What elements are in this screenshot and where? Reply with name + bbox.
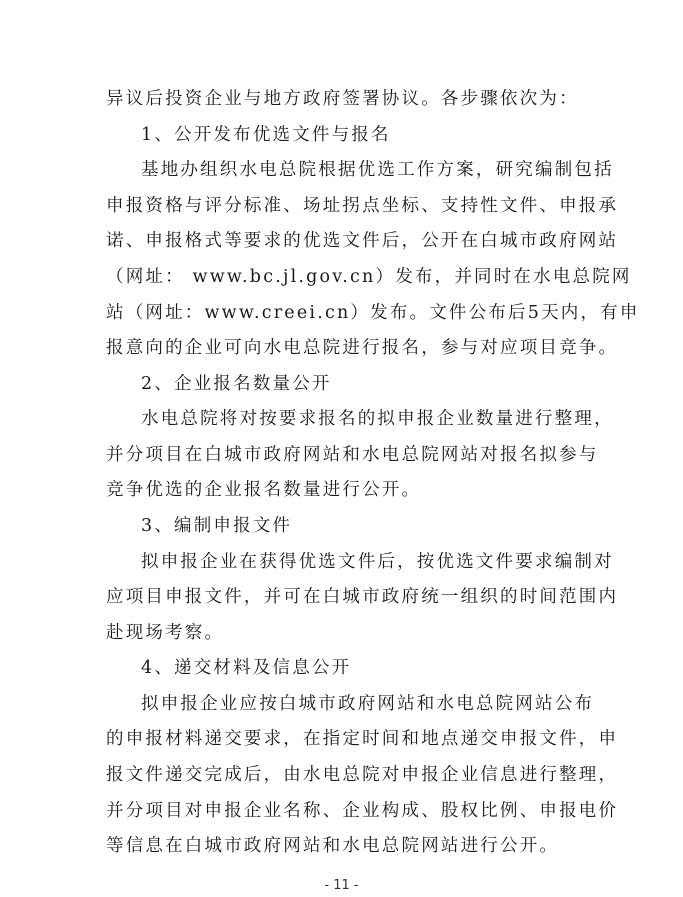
paragraph-line: 基地办组织水电总院根据优选工作方案，研究编制包括 — [141, 160, 614, 180]
paragraph-line: 站（网址：www.creei.cn）发布。文件公布后5天内，有申 — [106, 303, 640, 323]
paragraph-line: 赴现场考察。 — [106, 623, 225, 643]
section-heading-3: 3、编制申报文件 — [141, 516, 293, 536]
section-heading-1: 1、公开发布优选文件与报名 — [141, 125, 391, 145]
paragraph-line: 竞争优选的企业报名数量进行公开。 — [106, 480, 422, 500]
paragraph-line: 异议后投资企业与地方政府签署协议。各步骤依次为： — [106, 89, 579, 109]
paragraph-line: 诺、申报格式等要求的优选文件后，公开在白城市政府网站 — [106, 231, 619, 251]
paragraph-line: 并分项目在白城市政府网站和水电总院网站对报名拟参与 — [106, 445, 599, 465]
paragraph-line: 等信息在白城市政府网站和水电总院网站进行公开。 — [106, 836, 560, 856]
section-heading-2: 2、企业报名数量公开 — [141, 374, 332, 394]
paragraph-line: 应项目申报文件，并可在白城市政府统一组织的时间范围内 — [106, 587, 619, 607]
paragraph-line: 报文件递交完成后，由水电总院对申报企业信息进行整理， — [106, 765, 619, 785]
paragraph-line: 的申报材料递交要求，在指定时间和地点递交申报文件，申 — [106, 729, 619, 749]
paragraph-line: 拟申报企业应按白城市政府网站和水电总院网站公布 — [141, 694, 595, 714]
paragraph-line: 拟申报企业在获得优选文件后，按优选文件要求编制对 — [141, 552, 614, 572]
paragraph-line: （网址： www.bc.jl.gov.cn）发布，并同时在水电总院网 — [106, 267, 632, 287]
paragraph-line: 并分项目对申报企业名称、企业构成、股权比例、申报电价 — [106, 801, 619, 821]
section-heading-4: 4、递交材料及信息公开 — [141, 658, 352, 678]
paragraph-line: 水电总院将对按要求报名的拟申报企业数量进行整理， — [141, 409, 614, 429]
paragraph-line: 申报资格与评分标准、场址拐点坐标、支持性文件、申报承 — [106, 196, 619, 216]
page-number: - 11 - — [324, 878, 359, 893]
paragraph-line: 报意向的企业可向水电总院进行报名，参与对应项目竞争。 — [106, 338, 619, 358]
